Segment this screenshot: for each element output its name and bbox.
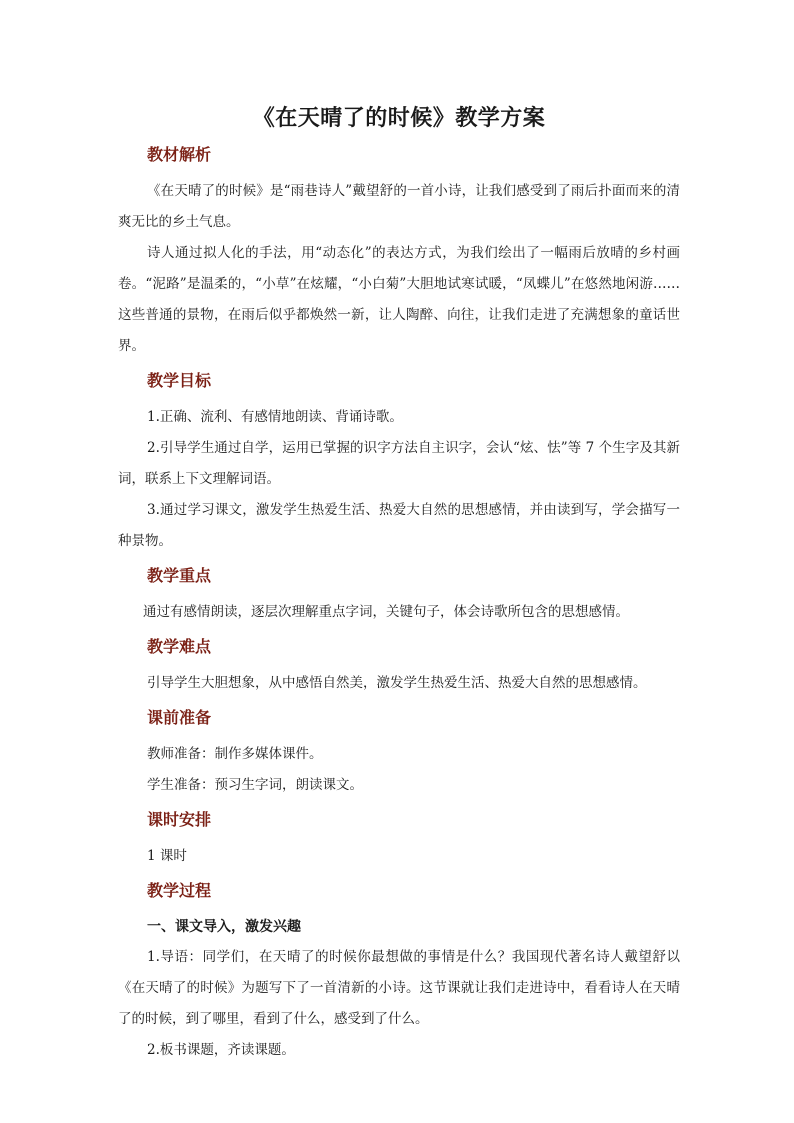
analysis-paragraph-1: 《在天晴了的时候》是“雨巷诗人”戴望舒的一首小诗，让我们感受到了雨后扑面而来的清爽无比的乡土气息。: [118, 183, 680, 230]
heading-schedule: 课时安排: [147, 810, 212, 829]
process-item-2: 2.板书课题，齐读课题。: [147, 1042, 295, 1058]
process-step-1-heading: 一、课文导入，激发兴趣: [147, 919, 301, 935]
student-preparation: 学生准备：预习生字词，朗读课文。: [147, 777, 363, 793]
schedule-text: 1 课时: [147, 848, 187, 864]
heading-textbook-analysis: 教材解析: [147, 145, 212, 164]
heading-preparation: 课前准备: [147, 708, 212, 727]
document-page: [118, 100, 680, 1066]
process-item-1: 1.导语：同学们，在天晴了的时候你最想做的事情是什么？我国现代著名诗人戴望舒以《在天晴了的时候》为题写下了一首清新的小诗。这节课就让我们走进诗中，看看诗人在天晴了的时候，到了哪里，看到了什么，感受到了什么。: [118, 949, 680, 1027]
teacher-preparation: 教师准备：制作多媒体课件。: [147, 746, 323, 762]
heading-key-points: 教学重点: [147, 566, 212, 585]
heading-process: 教学过程: [147, 881, 212, 900]
goal-item-2: 2.引导学生通过自学，运用已掌握的识字方法自主识字，会认“炫、怯”等 7 个生字及其新词，联系上下文理解词语。: [118, 440, 680, 487]
heading-teaching-goals: 教学目标: [147, 371, 212, 390]
analysis-paragraph-2: 诗人通过拟人化的手法，用“动态化”的表达方式，为我们绘出了一幅雨后放晴的乡村画卷。“泥路”是温柔的，“小草”在炫耀，“小白菊”大胆地试寒试暖，“凤蝶儿”在悠然地闲游……这些普通的景物，在雨后似乎都焕然一新，让人陶醉、向往，让我们走进了充满想象的童话世界。: [118, 245, 680, 354]
difficulties-text: 引导学生大胆想象，从中感悟自然美，激发学生热爱生活、热爱大自然的思想感情。: [147, 675, 647, 691]
document-title: 《在天晴了的时候》教学方案: [252, 105, 546, 131]
heading-difficulties: 教学难点: [147, 637, 212, 656]
goal-item-1: 1.正确、流利、有感情地朗读、背诵诗歌。: [147, 409, 403, 425]
key-points-text: 通过有感情朗读，逐层次理解重点字词，关键句子，体会诗歌所包含的思想感情。: [143, 604, 629, 620]
goal-item-3: 3.通过学习课文，激发学生热爱生活、热爱大自然的思想感情，并由读到写，学会描写一种景物。: [118, 502, 680, 549]
